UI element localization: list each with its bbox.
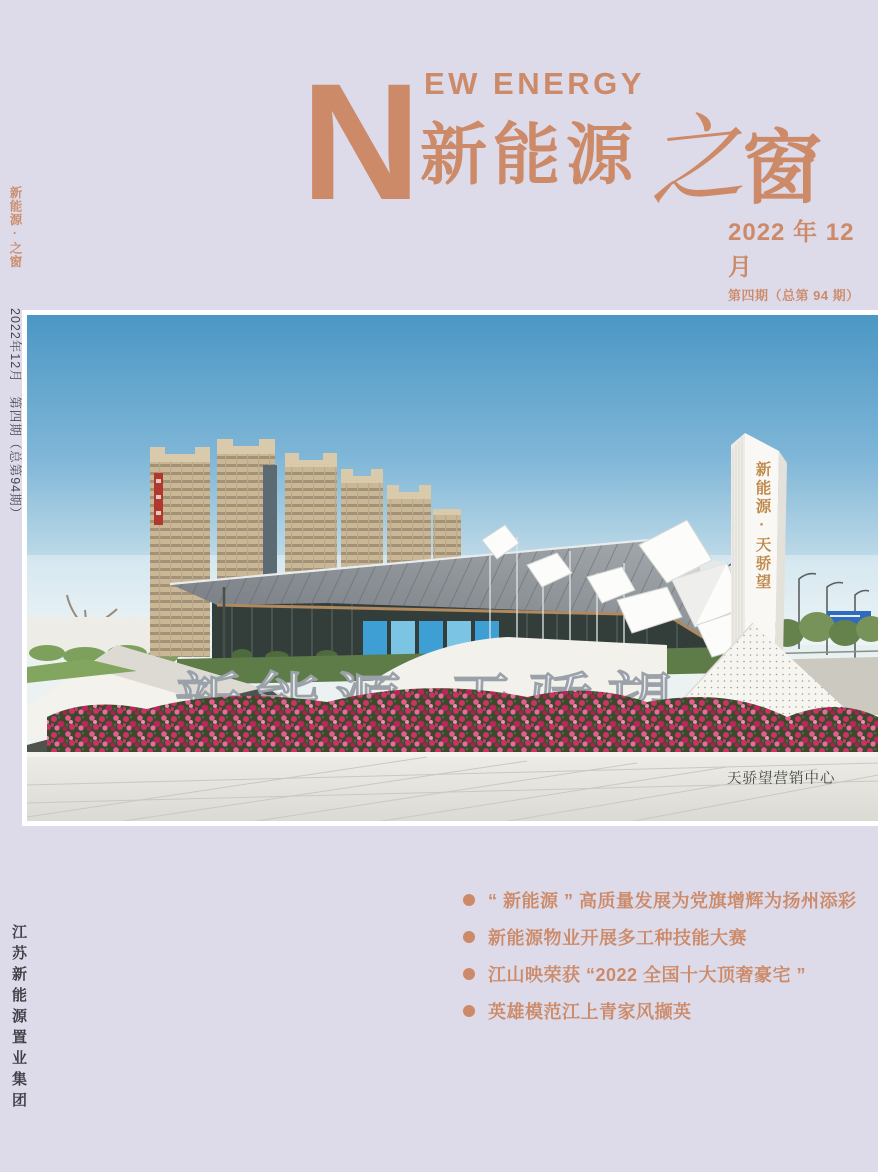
bullet-icon xyxy=(463,1005,475,1017)
logo-chinese: 新能源 xyxy=(420,118,639,193)
issue-date: 2022 年 12 月 xyxy=(728,219,855,281)
logo-initial-n: N xyxy=(301,50,417,235)
headline-item-4 xyxy=(463,992,857,1029)
monument-pylon xyxy=(731,433,787,659)
logo-zhi-calligraphy: 之 xyxy=(641,99,749,221)
bullet-icon xyxy=(463,968,475,980)
headline-label: “ 新能源 ” 高质量发展为党旗增辉为扬州添彩 xyxy=(488,890,857,911)
issue-number: 第四期（总第 94 期） xyxy=(728,288,860,303)
spine-title: 新能源·之窗 xyxy=(8,186,22,269)
cover-photo-illustration xyxy=(27,315,878,821)
cover-photo xyxy=(22,310,878,826)
bullet-icon xyxy=(463,894,475,906)
spine-publisher: 江苏新能源置业集团 xyxy=(10,924,27,1113)
headline-label: 新能源物业开展多工种技能大赛 xyxy=(488,927,747,948)
monument-text: 新能源·天骄望 xyxy=(753,461,771,592)
logo-english: EW ENERGY xyxy=(424,66,645,101)
photo-caption: 天骄望营销中心 xyxy=(727,771,836,787)
headline-item-1 xyxy=(463,881,857,918)
logo-chuang-stylized: 窗 xyxy=(742,124,822,213)
headline-item-3 xyxy=(463,955,857,992)
headline-label: 江山映荣获 “2022 全国十大顶奢豪宅 ” xyxy=(488,964,807,985)
headline-label: 英雄模范江上青家风撷英 xyxy=(488,1001,692,1022)
issue-info xyxy=(728,212,878,304)
headline-item-2 xyxy=(463,918,857,955)
curb xyxy=(27,752,878,757)
tower-1 xyxy=(150,447,210,657)
headline-list xyxy=(463,881,857,1029)
spine-issue: 2022年12月 第四期（总第94期） xyxy=(8,308,22,521)
bullet-icon xyxy=(463,931,475,943)
